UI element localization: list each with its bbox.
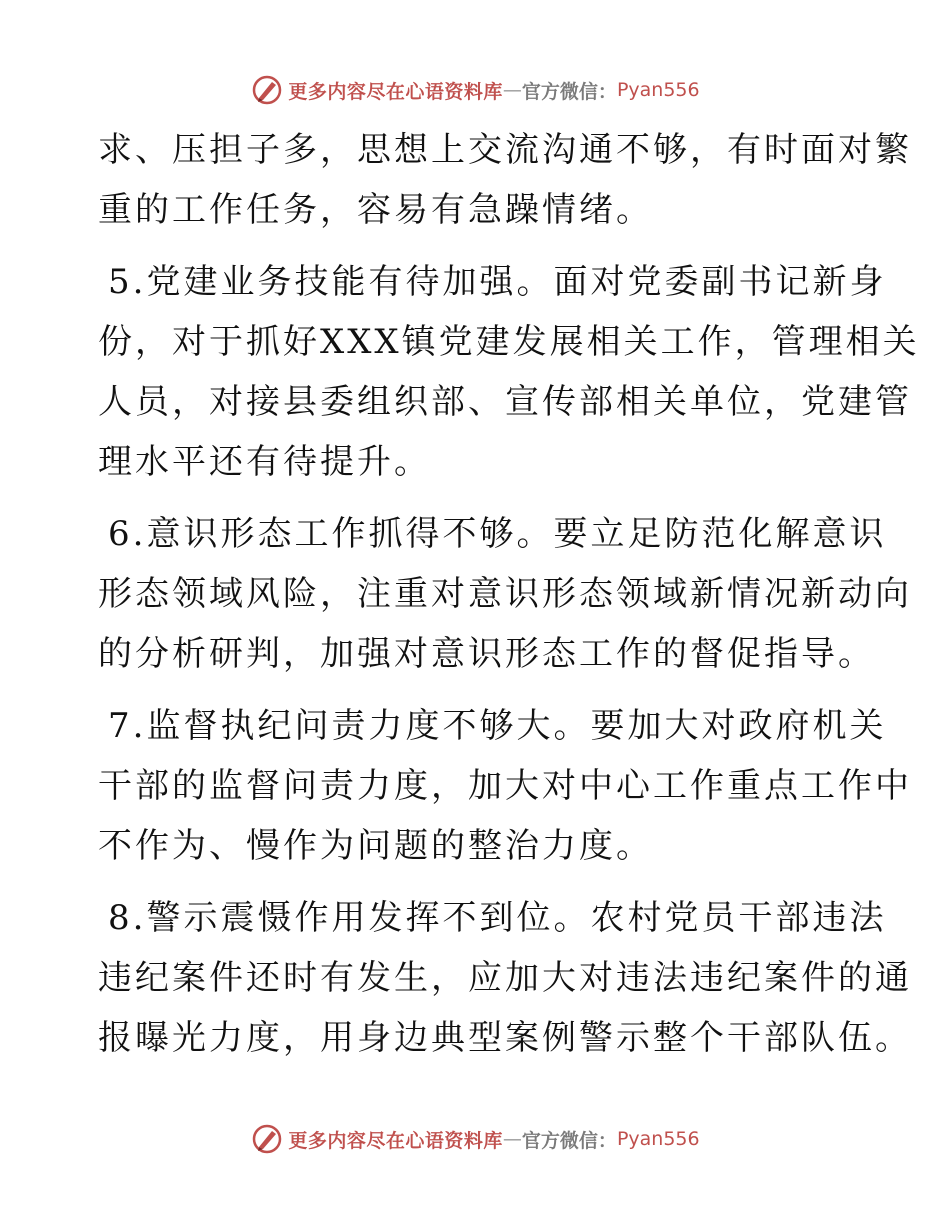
header-watermark-banner [0, 70, 950, 110]
text-line: 理水平还有待提升。 [98, 442, 431, 482]
paragraph-item-7 [98, 696, 912, 876]
banner-wechat-id: Pyan556 [616, 1128, 700, 1150]
banner-main-text: 更多内容尽在心语资料库 [288, 80, 503, 103]
paragraph-item-6 [98, 504, 912, 684]
paragraph-item-5 [98, 252, 920, 492]
text-line: 8.警示震慑作用发挥不到位。农村党员干部违法 [108, 898, 887, 938]
text-line: 6.意识形态工作抓得不够。要立足防范化解意识 [108, 514, 887, 554]
pen-logo-icon [250, 1122, 284, 1156]
banner-dash: — [502, 79, 522, 101]
paragraph-continuation [98, 120, 912, 240]
text-line: 不作为、慢作为问题的整治力度。 [98, 826, 653, 866]
pen-logo-icon [250, 73, 284, 107]
text-line: 7.监督执纪问责力度不够大。要加大对政府机关 [108, 706, 887, 746]
text-line: 的分析研判，加强对意识形态工作的督促指导。 [98, 634, 875, 674]
text-line: 份，对于抓好XXX镇党建发展相关工作，管理相关 [98, 322, 920, 362]
footer-watermark-banner [0, 1119, 950, 1159]
document-body [98, 120, 920, 1080]
banner-main-text: 更多内容尽在心语资料库 [288, 1129, 503, 1152]
banner-sub-text: 官方微信： [521, 1129, 617, 1152]
text-line: 报曝光力度，用身边典型案例警示整个干部队伍。 [98, 1018, 912, 1058]
banner-sub-text: 官方微信： [521, 80, 617, 103]
text-line: 干部的监督问责力度，加大对中心工作重点工作中 [98, 766, 912, 806]
text-line: 形态领域风险，注重对意识形态领域新情况新动向 [98, 574, 912, 614]
text-line: 人员，对接县委组织部、宣传部相关单位，党建管 [98, 382, 912, 422]
text-line: 5.党建业务技能有待加强。面对党委副书记新身 [108, 262, 887, 302]
banner-dash: — [502, 1128, 522, 1150]
paragraph-item-8 [98, 888, 912, 1068]
banner-wechat-id: Pyan556 [616, 79, 700, 101]
text-line: 违纪案件还时有发生，应加大对违法违纪案件的通 [98, 958, 912, 998]
text-line: 求、压担子多，思想上交流沟通不够，有时面对繁 [98, 130, 912, 170]
text-line: 重的工作任务，容易有急躁情绪。 [98, 190, 653, 230]
